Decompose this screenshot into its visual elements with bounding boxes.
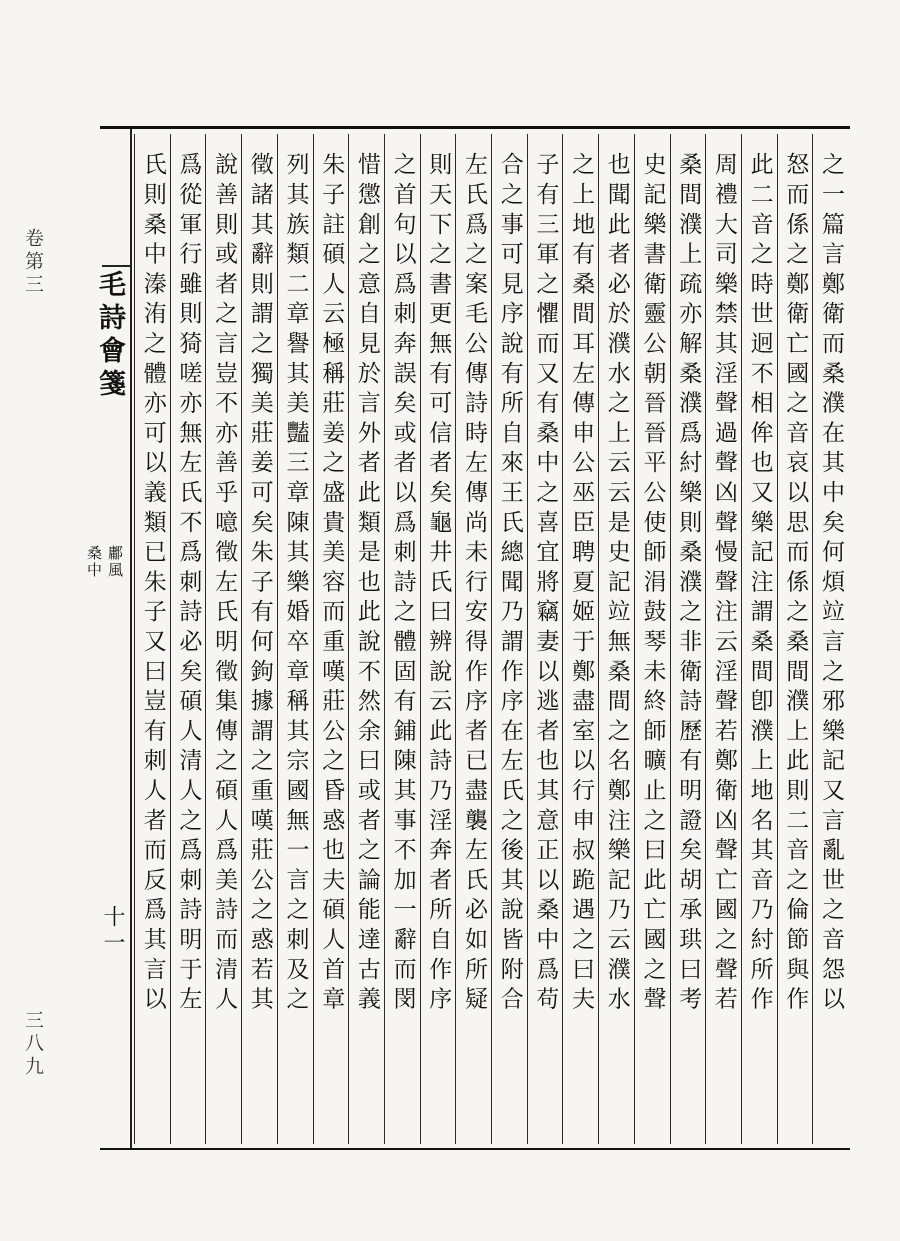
column-text: 列其族類二章譽其美豔三章陳其樂婚卒章稱其宗國無一言之刺及之 (282, 152, 309, 1017)
column-text: 惜懲創之意自見於言外者此類是也此說不然余曰或者之論能達古義 (353, 152, 380, 1017)
text-column (741, 134, 777, 1144)
text-column (134, 134, 170, 1144)
column-text: 合之事可見序說有所自來王氏總聞乃謂作序在左氏之後其說皆附合 (496, 152, 523, 1017)
text-column (705, 134, 741, 1144)
text-column (170, 134, 206, 1144)
text-column (598, 134, 634, 1144)
text-column (491, 134, 527, 1144)
text-column (634, 134, 670, 1144)
section-label (85, 545, 126, 579)
column-text: 周禮大司樂禁其淫聲過聲凶聲慢聲注云淫聲若鄭衛凶聲亡國之聲若 (710, 152, 737, 1017)
column-text: 說善則或者之言豈不亦善乎噫徵左氏明徵集傳之碩人爲美詩而清人 (211, 152, 238, 1017)
column-text: 朱子註碩人云極稱莊姜之盛貴美容而重嘆莊公之昏惑也夫碩人首章 (318, 152, 345, 1017)
column-text: 此二音之時世迥不相侔也又樂記注謂桑間卽濮上地名其音乃紂所作 (746, 152, 773, 1017)
volume-margin-note: 卷第三 (22, 228, 44, 297)
column-text: 爲從軍行雖則猗嗟亦無左氏不爲刺詩必矣碩人清人之爲刺詩明于左 (175, 152, 202, 1017)
text-column (527, 134, 563, 1144)
text-column (455, 134, 491, 1144)
column-text: 則天下之書更無有可信者矣龜井氏曰辨說云此詩乃淫奔者所自作序 (425, 152, 452, 1017)
text-column (205, 134, 241, 1144)
section-part: 鄘風 (106, 545, 124, 579)
column-text: 史記樂書衛靈公朝晉晉平公使師涓鼓琴未終師曠止之曰此亡國之聲 (639, 152, 666, 1017)
text-column (670, 134, 706, 1144)
column-text: 子有三軍之懼而又有桑中之喜宜將竊妻以逃者也其意正以桑中爲苟 (532, 152, 559, 1017)
text-column (812, 134, 848, 1144)
fold-rule (102, 265, 130, 267)
column-text: 徵諸其辭則謂之獨美莊姜可矣朱子有何鉤據謂之重嘆莊公之惑若其 (246, 152, 273, 1017)
column-text: 左氏爲之案毛公傳詩時左傳尚未行安得作序者已盡襲左氏必如所疑 (460, 152, 487, 1017)
text-column (277, 134, 313, 1144)
column-text: 也聞此者必於濮水之上云云是史記竝無桑間之名鄭注樂記乃云濮水 (603, 152, 630, 1017)
column-text: 之首句以爲刺奔誤矣或者以爲刺詩之體固有鋪陳其事不加一辭而閔 (389, 152, 416, 1017)
text-column (241, 134, 277, 1144)
text-column (384, 134, 420, 1144)
text-column (420, 134, 456, 1144)
column-text: 桑間濮上疏亦解桑濮爲紂樂則桑濮之非衛詩歷有明證矣胡承珙曰考 (675, 152, 702, 1017)
column-text: 之上地有桑間耳左傳申公巫臣聘夏姬于鄭盡室以行申叔跪遇之曰夫 (568, 152, 595, 1017)
text-column (562, 134, 598, 1144)
leaf-number: 十一 (100, 905, 125, 957)
column-text: 氏則桑中溱洧之體亦可以義類已朱子又曰豈有刺人者而反爲其言以 (139, 152, 166, 1017)
text-column (313, 134, 349, 1144)
column-text: 之一篇言鄭衛而桑濮在其中矣何煩竝言之邪樂記又言亂世之音怨以 (817, 152, 844, 1017)
book-title: 毛詩會箋 (94, 270, 125, 402)
section-part: 桑中 (85, 545, 103, 579)
text-column (777, 134, 813, 1144)
column-text: 怒而係之鄭衛亡國之音哀以思而係之桑間濮上此則二音之倫節與作 (782, 152, 809, 1017)
text-column (348, 134, 384, 1144)
page-number: 三八九 (22, 1010, 44, 1079)
